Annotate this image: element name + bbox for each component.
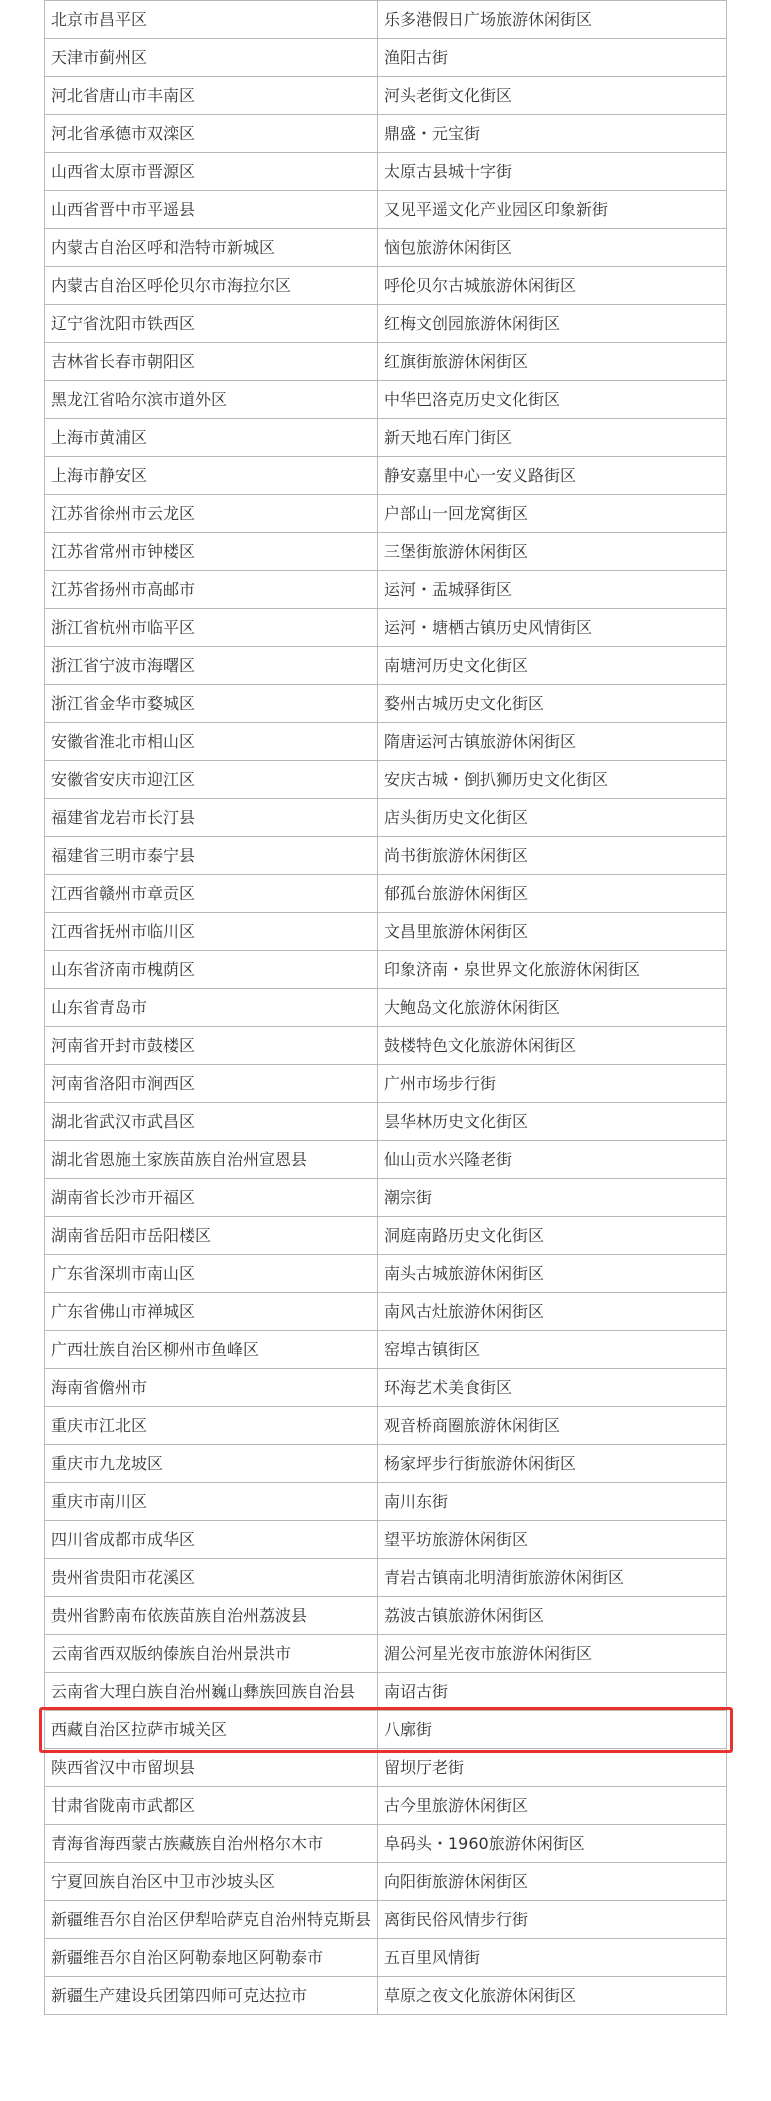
region-cell: 重庆市南川区	[45, 1483, 378, 1521]
table-row	[45, 761, 727, 799]
table-row	[45, 837, 727, 875]
region-cell: 浙江省金华市婺城区	[45, 685, 378, 723]
district-cell: 湄公河星光夜市旅游休闲街区	[378, 1635, 727, 1673]
region-cell: 青海省海西蒙古族藏族自治州格尔木市	[45, 1825, 378, 1863]
region-cell: 浙江省杭州市临平区	[45, 609, 378, 647]
district-table	[44, 0, 727, 2015]
table-row	[45, 723, 727, 761]
table-row	[45, 39, 727, 77]
district-cell: 乐多港假日广场旅游休闲街区	[378, 1, 727, 39]
region-cell: 湖北省武汉市武昌区	[45, 1103, 378, 1141]
table-row	[45, 1065, 727, 1103]
district-cell: 中华巴洛克历史文化街区	[378, 381, 727, 419]
region-cell: 新疆维吾尔自治区伊犁哈萨克自治州特克斯县	[45, 1901, 378, 1939]
district-cell: 昙华林历史文化街区	[378, 1103, 727, 1141]
table-row	[45, 571, 727, 609]
district-cell: 鼎盛・元宝街	[378, 115, 727, 153]
district-cell: 五百里风情街	[378, 1939, 727, 1977]
region-cell: 新疆维吾尔自治区阿勒泰地区阿勒泰市	[45, 1939, 378, 1977]
region-cell: 辽宁省沈阳市铁西区	[45, 305, 378, 343]
region-cell: 安徽省淮北市相山区	[45, 723, 378, 761]
region-cell: 重庆市江北区	[45, 1407, 378, 1445]
district-cell: 恼包旅游休闲街区	[378, 229, 727, 267]
region-cell: 广东省深圳市南山区	[45, 1255, 378, 1293]
district-cell: 安庆古城・倒扒狮历史文化街区	[378, 761, 727, 799]
region-cell: 江苏省常州市钟楼区	[45, 533, 378, 571]
region-cell: 湖南省岳阳市岳阳楼区	[45, 1217, 378, 1255]
district-cell: 三堡街旅游休闲街区	[378, 533, 727, 571]
table-row	[45, 419, 727, 457]
district-cell: 潮宗街	[378, 1179, 727, 1217]
region-cell: 安徽省安庆市迎江区	[45, 761, 378, 799]
district-cell: 文昌里旅游休闲街区	[378, 913, 727, 951]
table-row	[45, 1141, 727, 1179]
table-row	[45, 799, 727, 837]
table-row	[45, 229, 727, 267]
district-cell: 向阳街旅游休闲街区	[378, 1863, 727, 1901]
district-table-container	[44, 0, 726, 2015]
table-row	[45, 1939, 727, 1977]
district-cell: 南风古灶旅游休闲街区	[378, 1293, 727, 1331]
table-row	[45, 875, 727, 913]
district-cell: 渔阳古街	[378, 39, 727, 77]
table-row	[45, 989, 727, 1027]
table-row	[45, 495, 727, 533]
district-cell: 鼓楼特色文化旅游休闲街区	[378, 1027, 727, 1065]
region-cell: 湖南省长沙市开福区	[45, 1179, 378, 1217]
district-cell: 河头老街文化街区	[378, 77, 727, 115]
district-cell: 阜码头・1960旅游休闲街区	[378, 1825, 727, 1863]
table-row	[45, 1863, 727, 1901]
district-cell: 南塘河历史文化街区	[378, 647, 727, 685]
district-cell: 南头古城旅游休闲街区	[378, 1255, 727, 1293]
region-cell: 内蒙古自治区呼伦贝尔市海拉尔区	[45, 267, 378, 305]
table-row	[45, 1027, 727, 1065]
region-cell: 浙江省宁波市海曙区	[45, 647, 378, 685]
table-row	[45, 951, 727, 989]
table-row	[45, 457, 727, 495]
region-cell: 上海市静安区	[45, 457, 378, 495]
district-table-body	[45, 1, 727, 2015]
region-cell: 湖北省恩施土家族苗族自治州宣恩县	[45, 1141, 378, 1179]
district-cell: 八廓街	[378, 1711, 727, 1749]
table-row	[45, 1331, 727, 1369]
region-cell: 内蒙古自治区呼和浩特市新城区	[45, 229, 378, 267]
table-row	[45, 305, 727, 343]
table-row	[45, 1901, 727, 1939]
district-cell: 太原古县城十字街	[378, 153, 727, 191]
region-cell: 贵州省贵阳市花溪区	[45, 1559, 378, 1597]
table-row	[45, 267, 727, 305]
region-cell: 吉林省长春市朝阳区	[45, 343, 378, 381]
table-row	[45, 1103, 727, 1141]
region-cell: 福建省三明市泰宁县	[45, 837, 378, 875]
district-cell: 仙山贡水兴隆老街	[378, 1141, 727, 1179]
region-cell: 黑龙江省哈尔滨市道外区	[45, 381, 378, 419]
district-cell: 青岩古镇南北明清街旅游休闲街区	[378, 1559, 727, 1597]
region-cell: 河北省承德市双滦区	[45, 115, 378, 153]
region-cell: 广西壮族自治区柳州市鱼峰区	[45, 1331, 378, 1369]
district-cell: 南诏古街	[378, 1673, 727, 1711]
region-cell: 山西省太原市晋源区	[45, 153, 378, 191]
district-cell: 观音桥商圈旅游休闲街区	[378, 1407, 727, 1445]
region-cell: 陕西省汉中市留坝县	[45, 1749, 378, 1787]
region-cell: 海南省儋州市	[45, 1369, 378, 1407]
district-cell: 运河・塘栖古镇历史风情街区	[378, 609, 727, 647]
table-row	[45, 343, 727, 381]
region-cell: 宁夏回族自治区中卫市沙坡头区	[45, 1863, 378, 1901]
district-cell: 红梅文创园旅游休闲街区	[378, 305, 727, 343]
table-row	[45, 1559, 727, 1597]
table-row	[45, 1369, 727, 1407]
district-cell: 郁孤台旅游休闲街区	[378, 875, 727, 913]
district-cell: 广州市场步行街	[378, 1065, 727, 1103]
district-cell: 运河・盂城驿街区	[378, 571, 727, 609]
region-cell: 重庆市九龙坡区	[45, 1445, 378, 1483]
region-cell: 云南省西双版纳傣族自治州景洪市	[45, 1635, 378, 1673]
district-cell: 荔波古镇旅游休闲街区	[378, 1597, 727, 1635]
district-cell: 婺州古城历史文化街区	[378, 685, 727, 723]
table-row	[45, 1711, 727, 1749]
district-cell: 洞庭南路历史文化街区	[378, 1217, 727, 1255]
district-cell: 杨家坪步行街旅游休闲街区	[378, 1445, 727, 1483]
region-cell: 河北省唐山市丰南区	[45, 77, 378, 115]
table-row	[45, 191, 727, 229]
table-row	[45, 1407, 727, 1445]
region-cell: 福建省龙岩市长汀县	[45, 799, 378, 837]
region-cell: 江西省抚州市临川区	[45, 913, 378, 951]
district-cell: 离街民俗风情步行街	[378, 1901, 727, 1939]
table-row	[45, 115, 727, 153]
region-cell: 广东省佛山市禅城区	[45, 1293, 378, 1331]
table-row	[45, 1445, 727, 1483]
region-cell: 江苏省扬州市高邮市	[45, 571, 378, 609]
district-cell: 印象济南・泉世界文化旅游休闲街区	[378, 951, 727, 989]
district-cell: 留坝厅老街	[378, 1749, 727, 1787]
region-cell: 贵州省黔南布依族苗族自治州荔波县	[45, 1597, 378, 1635]
table-row	[45, 381, 727, 419]
district-cell: 静安嘉里中心一安义路街区	[378, 457, 727, 495]
table-row	[45, 1179, 727, 1217]
table-row	[45, 609, 727, 647]
table-row	[45, 1255, 727, 1293]
district-cell: 望平坊旅游休闲街区	[378, 1521, 727, 1559]
region-cell: 山西省晋中市平遥县	[45, 191, 378, 229]
region-cell: 四川省成都市成华区	[45, 1521, 378, 1559]
table-row	[45, 685, 727, 723]
table-row	[45, 1977, 727, 2015]
region-cell: 山东省青岛市	[45, 989, 378, 1027]
table-row	[45, 647, 727, 685]
district-cell: 红旗街旅游休闲街区	[378, 343, 727, 381]
region-cell: 甘肃省陇南市武都区	[45, 1787, 378, 1825]
table-row	[45, 1217, 727, 1255]
district-cell: 又见平遥文化产业园区印象新街	[378, 191, 727, 229]
table-row	[45, 1635, 727, 1673]
region-cell: 云南省大理白族自治州巍山彝族回族自治县	[45, 1673, 378, 1711]
region-cell: 北京市昌平区	[45, 1, 378, 39]
table-row	[45, 533, 727, 571]
district-cell: 南川东街	[378, 1483, 727, 1521]
district-cell: 尚书街旅游休闲街区	[378, 837, 727, 875]
table-row	[45, 1521, 727, 1559]
district-cell: 呼伦贝尔古城旅游休闲街区	[378, 267, 727, 305]
table-row	[45, 913, 727, 951]
district-cell: 古今里旅游休闲街区	[378, 1787, 727, 1825]
table-row	[45, 1293, 727, 1331]
table-row	[45, 153, 727, 191]
region-cell: 新疆生产建设兵团第四师可克达拉市	[45, 1977, 378, 2015]
district-cell: 草原之夜文化旅游休闲街区	[378, 1977, 727, 2015]
table-row	[45, 1, 727, 39]
table-row	[45, 1673, 727, 1711]
district-cell: 隋唐运河古镇旅游休闲街区	[378, 723, 727, 761]
region-cell: 天津市蓟州区	[45, 39, 378, 77]
region-cell: 河南省开封市鼓楼区	[45, 1027, 378, 1065]
region-cell: 西藏自治区拉萨市城关区	[45, 1711, 378, 1749]
region-cell: 河南省洛阳市涧西区	[45, 1065, 378, 1103]
table-row	[45, 77, 727, 115]
district-cell: 环海艺术美食街区	[378, 1369, 727, 1407]
table-row	[45, 1825, 727, 1863]
region-cell: 江苏省徐州市云龙区	[45, 495, 378, 533]
district-cell: 窑埠古镇街区	[378, 1331, 727, 1369]
table-row	[45, 1597, 727, 1635]
table-row	[45, 1787, 727, 1825]
region-cell: 山东省济南市槐荫区	[45, 951, 378, 989]
table-row	[45, 1749, 727, 1787]
district-cell: 户部山一回龙窝街区	[378, 495, 727, 533]
region-cell: 江西省赣州市章贡区	[45, 875, 378, 913]
table-row	[45, 1483, 727, 1521]
district-cell: 新天地石库门街区	[378, 419, 727, 457]
region-cell: 上海市黄浦区	[45, 419, 378, 457]
district-cell: 大鲍岛文化旅游休闲街区	[378, 989, 727, 1027]
district-cell: 店头街历史文化街区	[378, 799, 727, 837]
